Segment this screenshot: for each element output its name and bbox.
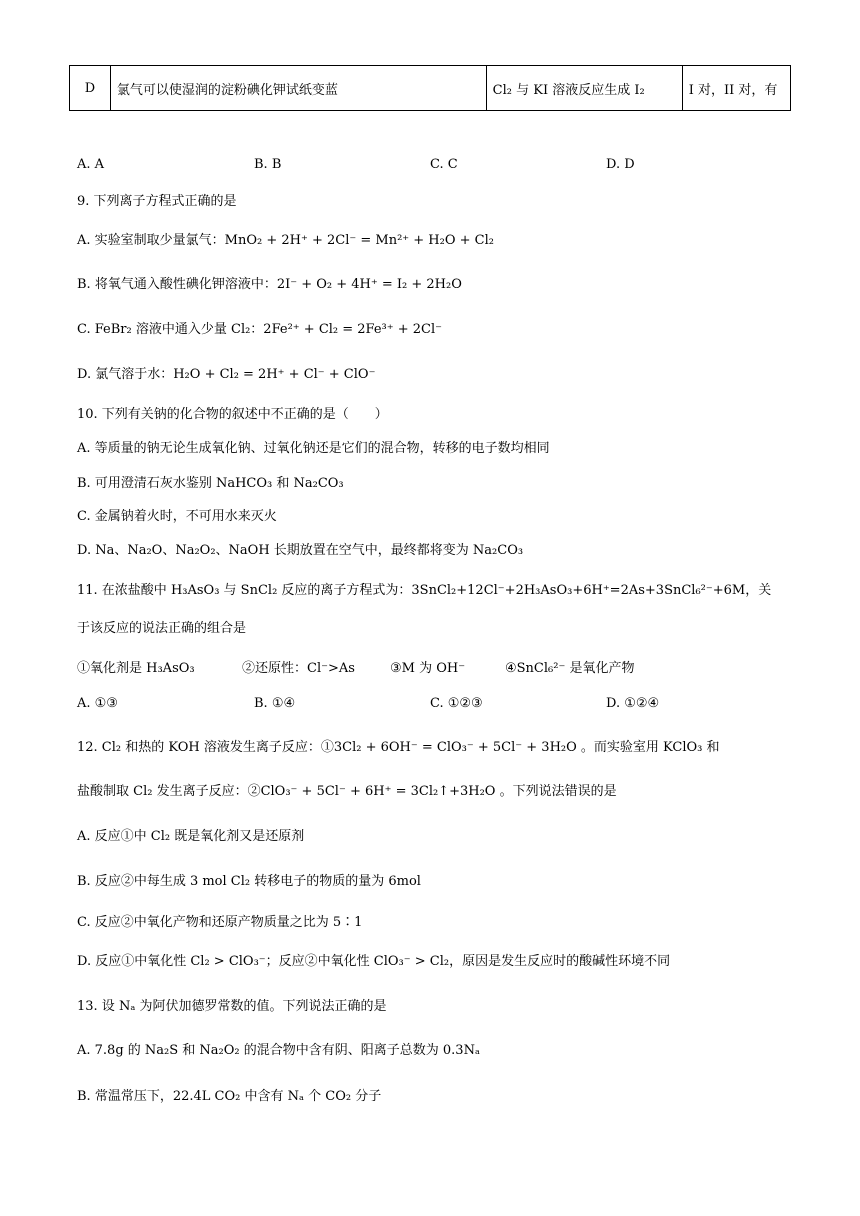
- q11-item-4: ④SnCl₆²⁻ 是氧化产物: [505, 661, 635, 676]
- q11-option-a: A. ①③: [77, 696, 118, 711]
- table-cell-reason: Cl₂ 与 KI 溶液反应生成 I₂: [486, 66, 682, 111]
- q11-option-c: C. ①②③: [430, 696, 483, 711]
- q8-option-d: D. D: [606, 157, 635, 172]
- q11-item-2: ②还原性：Cl⁻>As: [242, 661, 355, 676]
- q12-stem-line1: 12. Cl₂ 和热的 KOH 溶液发生离子反应：①3Cl₂ + 6OH⁻ = ClO₃⁻ + 5Cl⁻ + 3H₂O 。而实验室用 KClO₃ 和: [77, 740, 720, 755]
- q11-stem-line2: 于该反应的说法正确的组合是: [77, 621, 247, 636]
- q12-option-b: B. 反应②中每生成 3 mol Cl₂ 转移电子的物质的量为 6mol: [77, 874, 421, 889]
- q9-option-a: A. 实验室制取少量氯气：MnO₂ + 2H⁺ + 2Cl⁻ = Mn²⁺ + H₂O + Cl₂: [77, 233, 494, 248]
- q9-stem: 9. 下列离子方程式正确的是: [77, 194, 237, 209]
- q10-option-d: D. Na、Na₂O、Na₂O₂、NaOH 长期放置在空气中，最终都将变为 Na₂CO₃: [77, 543, 524, 558]
- table-cell-statement: 氯气可以使湿润的淀粉碘化钾试纸变蓝: [110, 66, 486, 111]
- q10-stem: 10. 下列有关钠的化合物的叙述中不正确的是（ ）: [77, 407, 388, 422]
- q13-option-a: A. 7.8g 的 Na₂S 和 Na₂O₂ 的混合物中含有阴、阳离子总数为 0.3Nₐ: [77, 1043, 480, 1058]
- q11-item-3: ③M 为 OH⁻: [390, 661, 466, 676]
- q8-option-a: A. A: [77, 157, 105, 172]
- q10-option-b: B. 可用澄清石灰水鉴别 NaHCO₃ 和 Na₂CO₃: [77, 476, 344, 491]
- q8-option-c: C. C: [430, 157, 458, 172]
- q9-option-c: C. FeBr₂ 溶液中通入少量 Cl₂：2Fe²⁺ + Cl₂ = 2Fe³⁺ + 2Cl⁻: [77, 322, 443, 337]
- q13-stem: 13. 设 Nₐ 为阿伏加德罗常数的值。下列说法正确的是: [77, 999, 387, 1014]
- q11-option-d: D. ①②④: [606, 696, 660, 711]
- q12-stem-line2: 盐酸制取 Cl₂ 发生离子反应：②ClO₃⁻ + 5Cl⁻ + 6H⁺ = 3Cl₂↑+3H₂O 。下列说法错误的是: [77, 784, 617, 799]
- q10-option-a: A. 等质量的钠无论生成氧化钠、过氧化钠还是它们的混合物，转移的电子数均相同: [77, 441, 550, 456]
- table-cell-judgement: I 对，II 对，有: [682, 66, 790, 111]
- q12-option-a: A. 反应①中 Cl₂ 既是氧化剂又是还原剂: [77, 829, 305, 844]
- table-cell-letter: D: [70, 66, 111, 111]
- q10-option-c: C. 金属钠着火时，不可用水来灭火: [77, 509, 277, 524]
- q12-option-c: C. 反应②中氧化产物和还原产物质量之比为 5∶1: [77, 915, 363, 930]
- q11-stem-line1: 11. 在浓盐酸中 H₃AsO₃ 与 SnCl₂ 反应的离子方程式为：3SnCl₂+12Cl⁻+2H₃AsO₃+6H⁺=2As+3SnCl₆²⁻+6M，关: [77, 583, 772, 598]
- q11-option-b: B. ①④: [254, 696, 296, 711]
- q11-item-1: ①氧化剂是 H₃AsO₃: [77, 661, 195, 676]
- q12-option-d: D. 反应①中氧化性 Cl₂ > ClO₃⁻；反应②中氧化性 ClO₃⁻ > Cl₂，原因是发生反应时的酸碱性环境不同: [77, 954, 671, 969]
- q13-option-b: B. 常温常压下，22.4L CO₂ 中含有 Nₐ 个 CO₂ 分子: [77, 1089, 382, 1104]
- q8-option-b: B. B: [254, 157, 282, 172]
- q9-option-d: D. 氯气溶于水：H₂O + Cl₂ = 2H⁺ + Cl⁻ + ClO⁻: [77, 367, 376, 382]
- answer-table: [69, 65, 791, 111]
- table-row: [70, 66, 791, 111]
- q9-option-b: B. 将氧气通入酸性碘化钾溶液中：2I⁻ + O₂ + 4H⁺ = I₂ + 2H₂O: [77, 277, 462, 292]
